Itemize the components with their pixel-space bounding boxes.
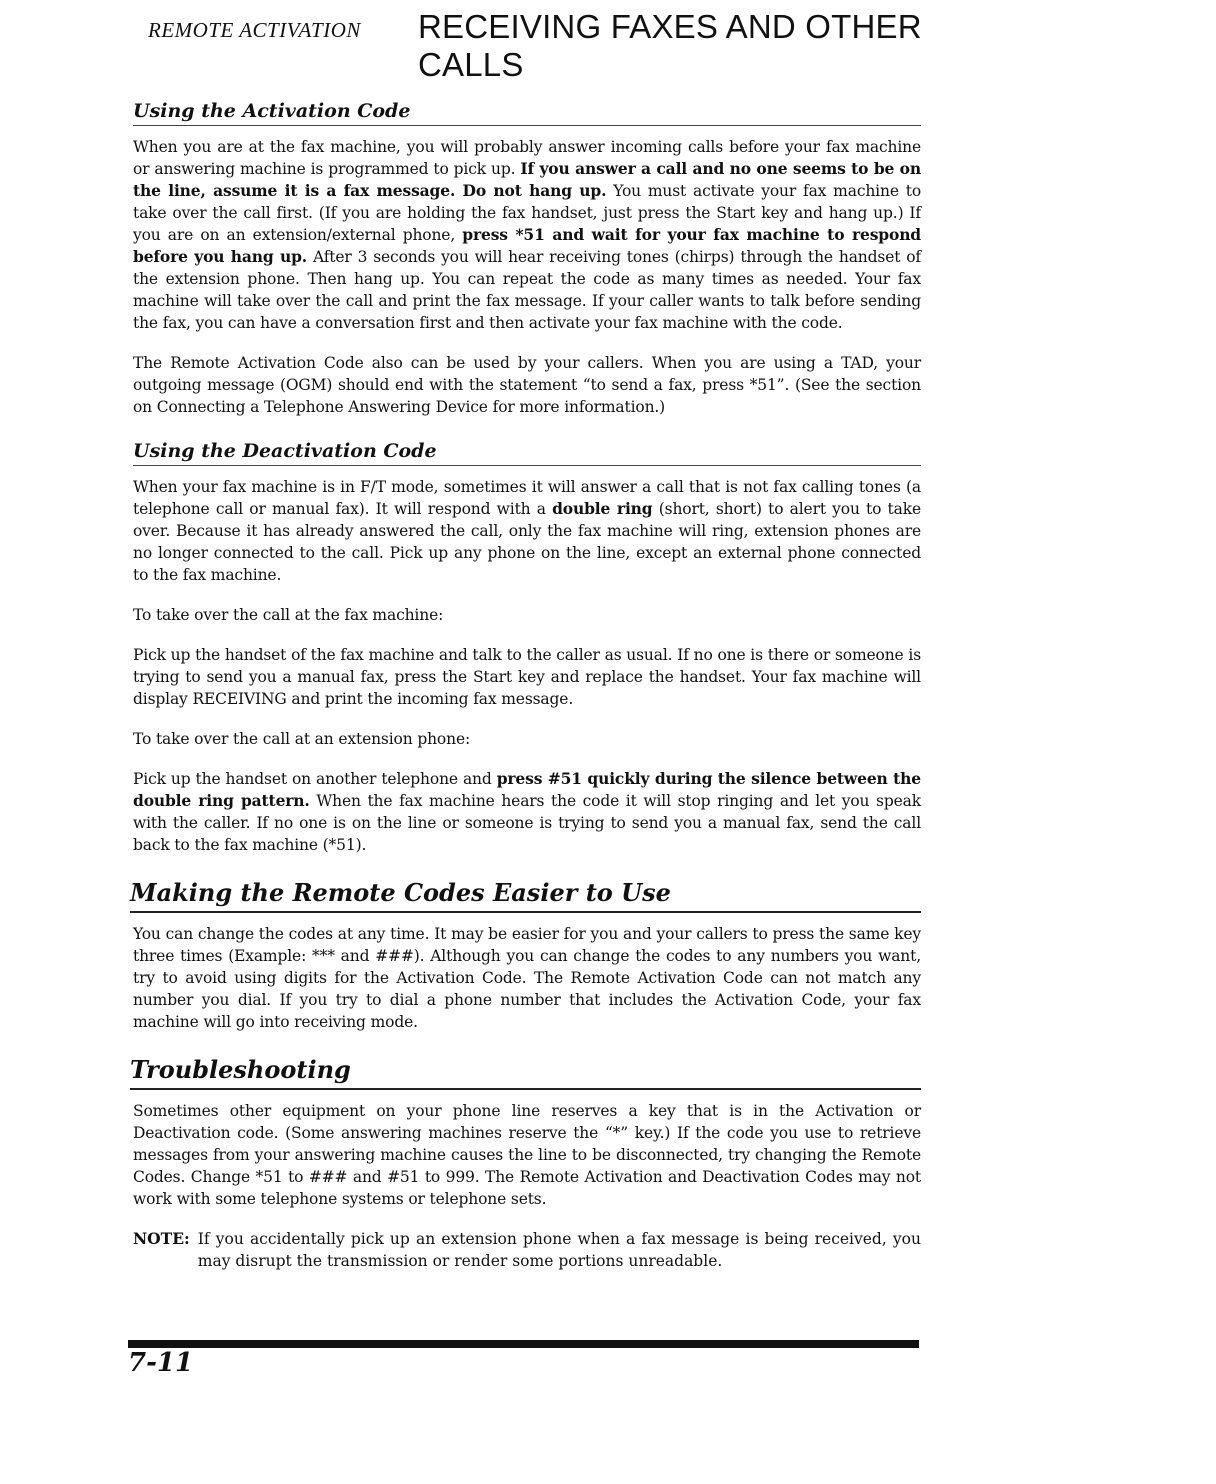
activation-paragraph-1: When you are at the fax machine, you will probably answer incoming calls before your fax machine or answering machine is programmed to pick up. If you answer a call and no one seems to be on the line, assume it is a fax message. Do not hang up. You must activate your fax machine to take over the call first. (If you are holding the fax handset, just press the Start key and hang up.) If you are on an extension/external phone, press *51 and wait for your fax machine to respond before you hang up. After 3 seconds you will hear receiving tones (chirps) through the handset of the extension phone. Then hang up. You can repeat the code as many times as needed. Your fax machine will take over the call and print the fax message. If your caller wants to talk before sending the fax, you can have a conversation first and then activate your fax machine with the code. — [133, 138, 921, 332]
troubleshooting-paragraph-1: Sometimes other equipment on your phone line reserves a key that is in the Activation or Deactivation code. (Some answering machines reserve the “*” key.) If the code you use to retrieve messages from your answering machine causes the line to be disconnected, try changing the Remote Codes. Change *51 to ### and #51 to 999. The Remote Activation and Deactivation Codes may not work with some telephone systems or telephone sets. — [133, 1102, 921, 1208]
page-content — [130, 100, 921, 1272]
deactivation-paragraph-4: To take over the call at an extension phone: — [133, 730, 471, 748]
deactivation-paragraph-3: Pick up the handset of the fax machine and talk to the caller as usual. If no one is there or someone is trying to send you a manual fax, press the Start key and replace the handset. Your fax machine will display RECEIVING and print the incoming fax message. — [133, 646, 921, 708]
easier-paragraph-1: You can change the codes at any time. It may be easier for you and your callers to press the same key three times (Example: *** and ###). Although you can change the codes to any numbers you want, try to avoid using digits for the Activation Code. The Remote Activation Code can not match any number you dial. If you try to dial a phone number that includes the Activation Code, your fax machine will go into receiving mode. — [133, 925, 921, 1031]
footer-rule — [128, 1340, 919, 1348]
header-title: RECEIVING FAXES AND OTHER CALLS — [418, 8, 922, 83]
header-section-label: REMOTE ACTIVATION — [148, 18, 361, 42]
heading-deactivation-code: Using the Deactivation Code — [133, 440, 921, 466]
page-number: 7-11 — [128, 1348, 194, 1378]
note-text: If you accidentally pick up an extension phone when a fax message is being received, you may disrupt the transmission or render some portions unreadable. — [197, 1230, 921, 1270]
heading-activation-code: Using the Activation Code — [133, 100, 921, 126]
note-label: NOTE: — [133, 1229, 190, 1248]
note-block — [133, 1228, 921, 1272]
heading-troubleshooting: Troubleshooting — [130, 1055, 921, 1090]
page-header — [148, 6, 988, 83]
deactivation-paragraph-1: When your fax machine is in F/T mode, sometimes it will answer a call that is not fax calling tones (a telephone call or manual fax). It will respond with a double ring (short, short) to alert you to take over. Because it has already answered the call, only the fax machine will ring, extension phones are no longer connected to the call. Pick up any phone on the line, except an external phone connected to the fax machine. — [133, 478, 921, 584]
activation-paragraph-2: The Remote Activation Code also can be used by your callers. When you are using a TAD, your outgoing message (OGM) should end with the statement “to send a fax, press *51”. (See the section on Connecting a Telephone Answering Device for more information.) — [133, 354, 921, 416]
heading-remote-codes-easier: Making the Remote Codes Easier to Use — [130, 878, 921, 913]
deactivation-paragraph-2: To take over the call at the fax machine: — [133, 606, 444, 624]
deactivation-paragraph-5: Pick up the handset on another telephone and press #51 quickly during the silence between the double ring pattern. When the fax machine hears the code it will stop ringing and let you speak with the caller. If no one is on the line or someone is trying to send you a manual fax, send the call back to the fax machine (*51). — [133, 769, 921, 854]
